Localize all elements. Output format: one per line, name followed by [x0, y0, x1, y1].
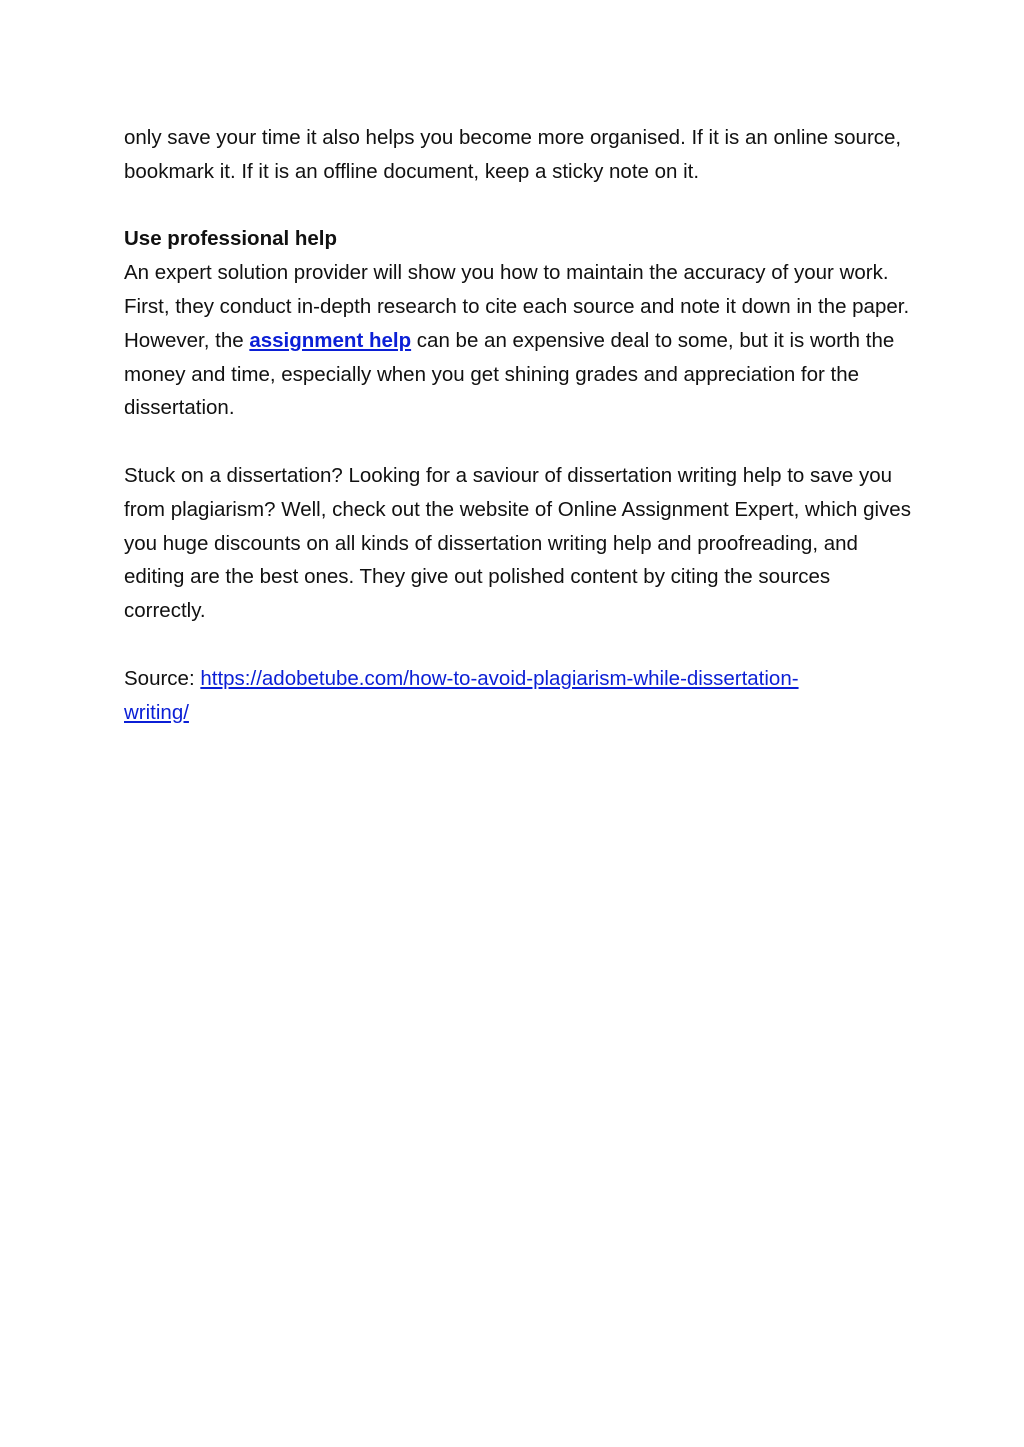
source-label: Source: [124, 666, 201, 690]
section-heading: Use professional help [124, 227, 338, 251]
promo-paragraph: Stuck on a dissertation? Looking for a saviour of dissertation writing help to save you from plagiarism? Well, check out the website of Online Assignment Expert, which gives you huge discounts on all kinds of dissertation writing help and proofreading, and editing are the best ones. They give out polished content by citing the sources correctly. [124, 463, 911, 623]
assignment-help-link[interactable]: assignment help [249, 328, 412, 352]
source-url-part-2: writing/ [124, 700, 189, 724]
section-text-after-link: can be an expensive deal to some, but it is worth the money and time, especially when you get shining grades and appreciation for the dissertation. [124, 328, 895, 420]
source-url-part-1: https://adobetube.com/how-to-avoid-plagiarism-while-dissertation- [200, 666, 799, 690]
source-url-link[interactable] [124, 667, 799, 724]
intro-paragraph: only save your time it also helps you become more organised. If it is an online source, bookmark it. If it is an offline document, keep a sticky note on it. [124, 126, 902, 183]
document-body [124, 121, 914, 729]
section-text-before-link: An expert solution provider will show you how to maintain the accuracy of your work. First, they conduct in-depth research to cite each source and note it down in the paper. However, the [124, 261, 910, 352]
paragraph-spacer [124, 628, 914, 662]
paragraph-spacer [124, 425, 914, 459]
section-paragraph [124, 256, 914, 425]
source-line [124, 662, 914, 730]
paragraph-spacer [124, 189, 914, 223]
